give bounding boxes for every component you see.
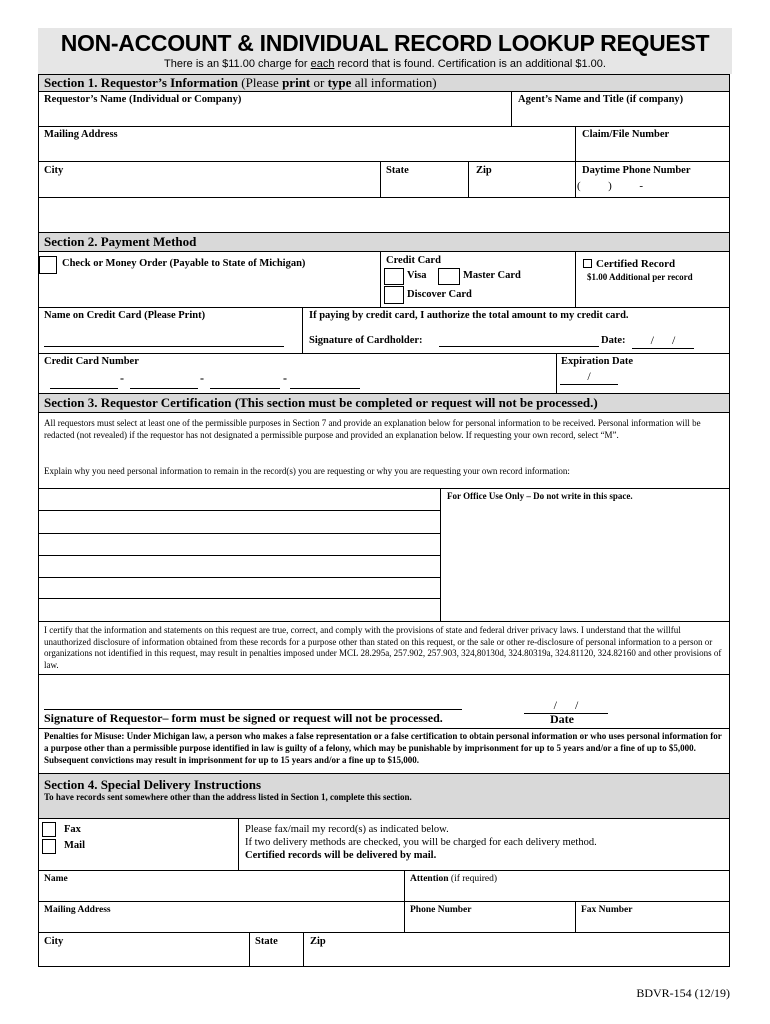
- form-number: BDVR-154 (12/19): [636, 986, 730, 1000]
- zip-field[interactable]: [471, 177, 572, 195]
- mailing-address-label: Mailing Address: [44, 129, 118, 140]
- name-on-card-field[interactable]: [44, 346, 284, 347]
- attention-label: Attention (if required): [410, 874, 498, 884]
- delivery-mailing-address-field[interactable]: [40, 917, 401, 931]
- delivery-city-field[interactable]: [40, 948, 246, 965]
- office-use-label: For Office Use Only – Do not write in this space.: [447, 491, 633, 501]
- penalties-text: Penalties for Misuse: Under Michigan law, a person who makes a false representation or a false certification to obtain personal information or who uses personal information for a purpose other than a permissible purpose identified in law is guilty of a felony, which may be punishable by imprisonment for up to 5 years and/or a fine of up to $5,000. Subsequent convictions may result in imprisonment for up to 15 years and/or a fine up to $15,000.: [44, 731, 722, 765]
- delivery-zip-label: Zip: [310, 936, 326, 947]
- delivery-note-2: If two delivery methods are checked, you will be charged for each delivery method.: [245, 837, 597, 848]
- section3-instructions: All requestors must select at least one of the permissible purposes in Section 7 and provide an explanation below for personal information to be received. Personal information will be redacted (not revealed) if the requestor has not designated a permissible purpose and provided an explanation below. If requesting your own record, select “M”.: [44, 418, 701, 440]
- mail-checkbox[interactable]: [42, 839, 56, 854]
- cc-number-group-1[interactable]: [50, 388, 118, 389]
- zip-label: Zip: [476, 165, 492, 176]
- explain-prompt: Explain why you need personal information to remain in the record(s) you are requesting or why you are requesting your own record information:: [44, 466, 570, 476]
- cardholder-date-field[interactable]: / /: [632, 333, 694, 349]
- agent-name-field[interactable]: [514, 106, 728, 125]
- mastercard-label: Master Card: [463, 270, 521, 281]
- delivery-mailing-address-label: Mailing Address: [44, 905, 111, 915]
- state-field[interactable]: [383, 177, 465, 195]
- cc-number-group-3[interactable]: [210, 388, 280, 389]
- mail-label: Mail: [64, 840, 85, 851]
- certified-record-note: $1.00 Additional per record: [587, 272, 693, 282]
- cardholder-date-label: Date:: [601, 335, 626, 346]
- delivery-name-label: Name: [44, 874, 68, 884]
- section4-title: Section 4. Special Delivery Instructions: [44, 777, 262, 792]
- mastercard-checkbox[interactable]: [438, 268, 460, 285]
- agent-name-label: Agent’s Name and Title (if company): [518, 94, 684, 105]
- cc-number-label: Credit Card Number: [44, 356, 139, 367]
- expiration-field[interactable]: /: [560, 369, 618, 385]
- certification-text: I certify that the information and statements on this request are true, correct, and comply with the provisions of state and federal driver privacy laws. I understand that the willful unauthorized disclosure of information obtained from these records for a purpose other than stated on this request, or the sale or other re-disclosure of personal information to a person or organizations not identified in this request, may result in penalties imposed under MCL 28.295a, 257.902, 257.903, 324,80130d, 324.80319a, 324.81120, 324.82160 and other provisions of law.: [44, 625, 722, 670]
- delivery-zip-field[interactable]: [306, 948, 728, 965]
- cardholder-signature-field[interactable]: [439, 346, 599, 347]
- section2-title: Section 2. Payment Method: [44, 234, 197, 249]
- claim-number-label: Claim/File Number: [582, 129, 670, 140]
- delivery-note-3: Certified records will be delivered by mail.: [245, 850, 437, 861]
- phone-template[interactable]: ( ) -: [577, 180, 643, 192]
- form-subtitle: There is an $11.00 charge for each record that is found. Certification is an additional $1.00.: [164, 58, 606, 70]
- state-label: State: [386, 165, 409, 176]
- mailing-address-field[interactable]: [40, 141, 572, 160]
- requestor-signature-field[interactable]: [44, 709, 462, 710]
- cc-number-group-4[interactable]: [290, 388, 360, 389]
- requestor-name-field[interactable]: [40, 106, 508, 125]
- delivery-state-field[interactable]: [252, 948, 300, 965]
- section4-subtitle: To have records sent somewhere other than the address listed in Section 1, complete this section.: [44, 792, 412, 802]
- section3-title: Section 3. Requestor Certification (This section must be completed or request will not be processed.): [44, 395, 598, 410]
- discover-label: Discover Card: [407, 289, 472, 300]
- explanation-field[interactable]: [40, 490, 438, 620]
- delivery-city-label: City: [44, 936, 64, 947]
- section1-title: Section 1. Requestor’s Information (Please print or type all information): [44, 75, 437, 90]
- attention-field[interactable]: [407, 886, 728, 900]
- fax-checkbox[interactable]: [42, 822, 56, 837]
- check-money-order-label: Check or Money Order (Payable to State of Michigan): [62, 258, 306, 269]
- requestor-name-label: Requestor’s Name (Individual or Company): [44, 94, 242, 105]
- claim-number-field[interactable]: [578, 141, 728, 160]
- requestor-date-field[interactable]: / /: [524, 698, 608, 714]
- cc-number-group-2[interactable]: [130, 388, 198, 389]
- city-label: City: [44, 165, 64, 176]
- delivery-fax-label: Fax Number: [581, 905, 633, 915]
- delivery-phone-label: Phone Number: [410, 905, 472, 915]
- delivery-state-label: State: [255, 936, 278, 947]
- requestor-signature-label: Signature of Requestor– form must be signed or request will not be processed.: [44, 711, 443, 725]
- delivery-phone-field[interactable]: [407, 917, 572, 931]
- delivery-fax-field[interactable]: [578, 917, 728, 931]
- name-on-card-label: Name on Credit Card (Please Print): [44, 310, 206, 321]
- visa-checkbox[interactable]: [384, 268, 404, 285]
- visa-label: Visa: [407, 270, 427, 281]
- expiration-label: Expiration Date: [561, 356, 634, 367]
- credit-card-label: Credit Card: [386, 255, 441, 266]
- office-use-area: [442, 504, 728, 620]
- certified-record-label: Certified Record: [596, 258, 676, 270]
- certified-record-checkbox[interactable]: [583, 259, 592, 268]
- authorize-text: If paying by credit card, I authorize the total amount to my credit card.: [309, 310, 629, 321]
- daytime-phone-label: Daytime Phone Number: [582, 165, 691, 176]
- delivery-note-1: Please fax/mail my record(s) as indicated below.: [245, 824, 449, 835]
- requestor-date-label: Date: [550, 712, 574, 726]
- discover-checkbox[interactable]: [384, 286, 404, 304]
- form-title: NON-ACCOUNT & INDIVIDUAL RECORD LOOKUP REQUEST: [60, 30, 710, 56]
- delivery-name-field[interactable]: [40, 886, 401, 900]
- cardholder-signature-label: Signature of Cardholder:: [309, 335, 423, 346]
- fax-label: Fax: [64, 824, 81, 835]
- check-money-order-checkbox[interactable]: [39, 256, 57, 274]
- city-field[interactable]: [40, 177, 377, 195]
